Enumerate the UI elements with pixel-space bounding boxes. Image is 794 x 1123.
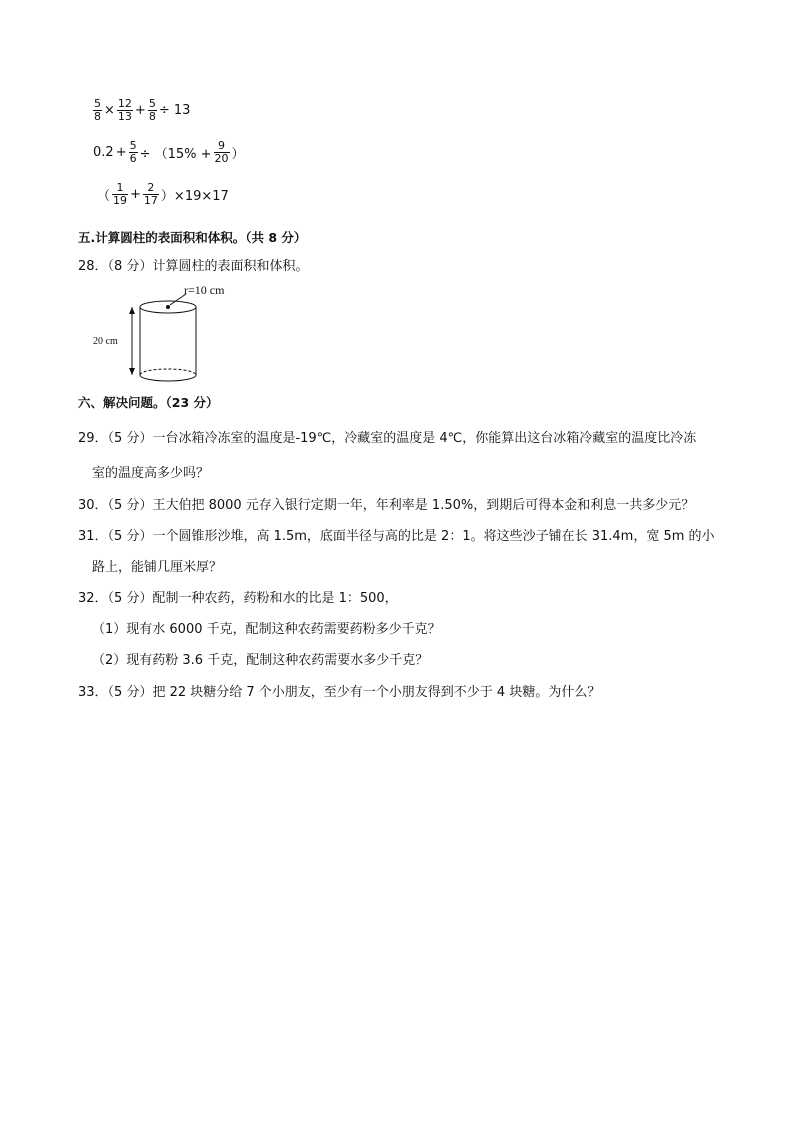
question-30: 30．（5 分）王大伯把 8000 元存入银行定期一年，年利率是 1.50%，到期后可得本金和利息一共多少元？ (78, 498, 695, 513)
question-29-line-2: 室的温度高多少吗？ (92, 466, 210, 481)
expression-3: （ $\frac{1}{19}$ + $\frac{2}{17}$ ）×19×17 (97, 181, 229, 207)
arrow-head-top (129, 307, 135, 314)
radius-label: r=10 cm (184, 283, 225, 297)
question-31-line-1: 31．（5 分）一个圆锥形沙堆，高 1.5m，底面半径与高的比是 2：1。将这些沙子铺在长 31.4m，宽 5m 的小 (78, 529, 715, 544)
question-32-part-2: （2）现有药粉 3.6 千克，配制这种农药需要水多少千克？ (92, 653, 429, 668)
cylinder-bottom-front (140, 375, 196, 381)
question-33: 33．（5 分）把 22 块糖分给 7 个小朋友，至少有一个小朋友得到不少于 4 块糖。为什么？ (78, 685, 601, 700)
arrow-head-bottom (129, 368, 135, 375)
fraction: $\frac{5}{8}$ (94, 97, 101, 123)
expression-1: $\frac{5}{8}$ × $\frac{12}{13}$ + $\frac{5}{8}$ ÷ 13 (94, 97, 191, 123)
question-31-line-2: 路上，能铺几厘米厚？ (92, 560, 223, 575)
question-29-line-1: 29．（5 分）一台冰箱冷冻室的温度是-19℃，冷藏室的温度是 4℃，你能算出这台冰箱冷藏室的温度比冷冻 (78, 431, 697, 446)
fraction: $\frac{5}{8}$ (148, 97, 156, 123)
fraction: $\frac{2}{17}$ (143, 181, 158, 207)
expression-2: 0.2 + $\frac{5}{6}$ ÷ （15% + $\frac{9}{20}$ ） (93, 139, 245, 165)
fraction: $\frac{5}{6}$ (129, 139, 137, 165)
height-label: 20 cm (93, 336, 118, 347)
question-32-part-1: （1）现有水 6000 千克，配制这种农药需要药粉多少千克？ (92, 622, 441, 637)
cylinder-figure (88, 280, 258, 390)
section-6-heading: 六、解决问题。（23 分） (78, 395, 219, 410)
section-5-heading: 五.计算圆柱的表面积和体积。（共 8 分） (78, 230, 307, 245)
fraction: $\frac{9}{20}$ (214, 139, 229, 165)
center-dot (166, 305, 170, 309)
fraction: $\frac{12}{13}$ (117, 97, 132, 123)
question-28: 28．（8 分）计算圆柱的表面积和体积。 (78, 259, 309, 274)
fraction: $\frac{1}{19}$ (113, 181, 128, 207)
cylinder-bottom-back (140, 369, 196, 375)
question-32: 32．（5 分）配制一种农药，药粉和水的比是 1：500， (78, 591, 398, 606)
